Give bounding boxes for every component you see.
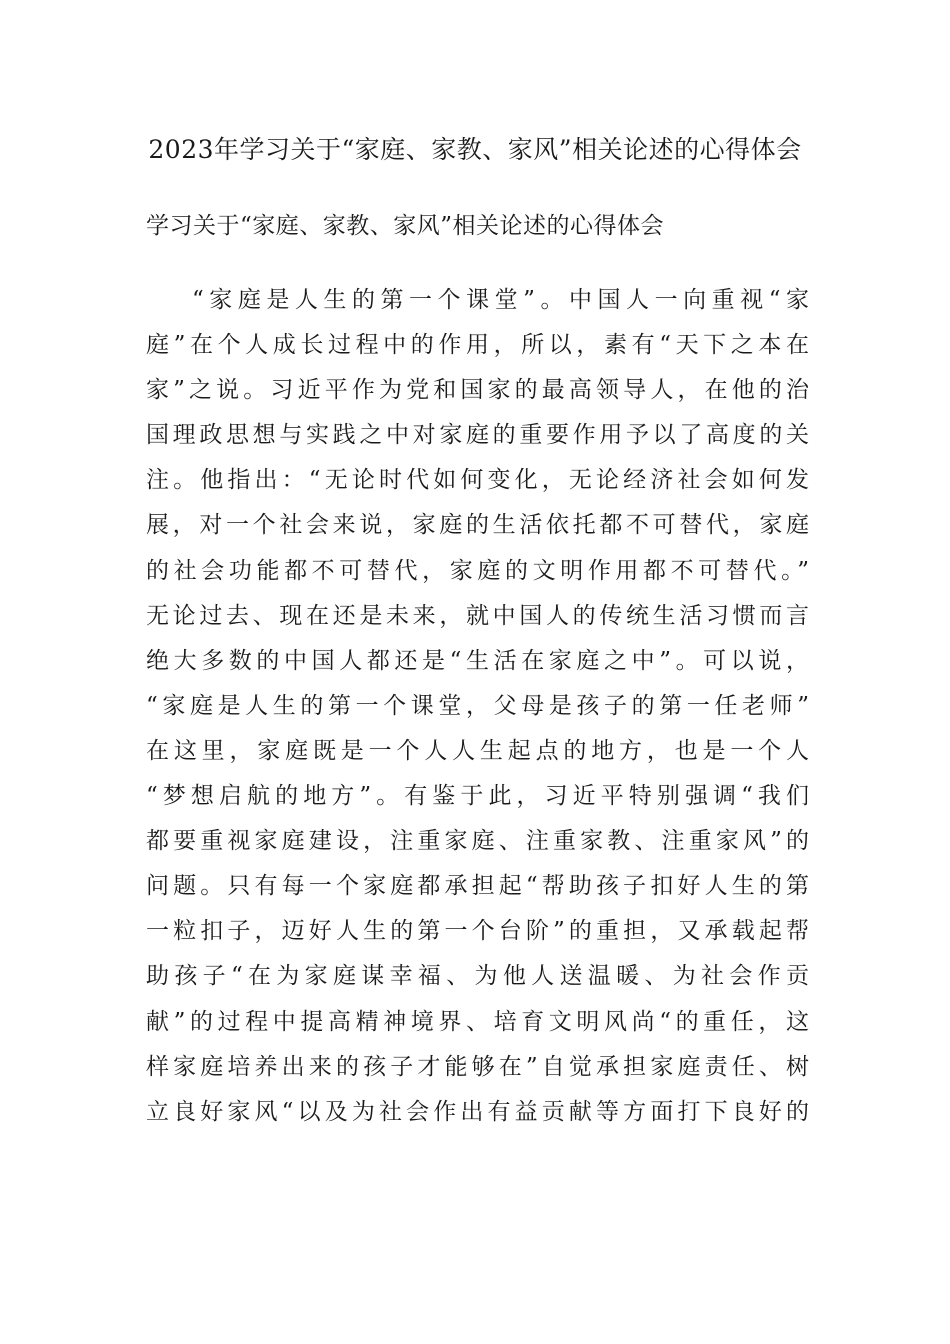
body-line: 庭”在个人成长过程中的作用，所以，素有“天下之本在 [146,332,810,359]
body-line: 立良好家风“以及为社会作出有益贡献等方面打下良好的 [146,1098,810,1125]
document-subtitle: 学习关于“家庭、家教、家风”相关论述的心得体会 [146,213,665,239]
body-line: 在这里，家庭既是一个人人生起点的地方，也是一个人 [146,737,810,764]
document-title: 2023年学习关于“家庭、家教、家风”相关论述的心得体会 [148,135,802,164]
body-line: 绝大多数的中国人都还是“生活在家庭之中”。可以说， [146,647,810,674]
body-line: 的社会功能都不可替代，家庭的文明作用都不可替代。” [146,557,810,584]
body-line: 献”的过程中提高精神境界、培育文明风尚“的重任，这 [146,1008,810,1035]
body-line: 问题。只有每一个家庭都承担起“帮助孩子扣好人生的第 [146,873,810,900]
body-line: 国理政思想与实践之中对家庭的重要作用予以了高度的关 [146,422,810,449]
body-line: 展，对一个社会来说，家庭的生活依托都不可替代，家庭 [146,512,810,539]
body-line: 都要重视家庭建设，注重家庭、注重家教、注重家风”的 [146,828,810,855]
body-line: “梦想启航的地方”。有鉴于此，习近平特别强调“我们 [146,783,810,810]
body-line: 无论过去、现在还是未来，就中国人的传统生活习惯而言 [146,602,810,629]
body-line: 家”之说。习近平作为党和国家的最高领导人，在他的治 [146,377,810,404]
body-line: 一粒扣子，迈好人生的第一个台阶”的重担，又承载起帮 [146,918,810,945]
body-line: 样家庭培养出来的孩子才能够在”自觉承担家庭责任、树 [146,1053,810,1080]
body-paragraph [146,278,810,1135]
body-line: 注。他指出：“无论时代如何变化，无论经济社会如何发 [146,467,810,494]
body-line: “家庭是人生的第一个课堂”。中国人一向重视“家 [192,287,810,313]
body-line: “家庭是人生的第一个课堂，父母是孩子的第一任老师” [146,692,810,719]
body-line: 助孩子“在为家庭谋幸福、为他人送温暖、为社会作贡 [146,963,810,990]
